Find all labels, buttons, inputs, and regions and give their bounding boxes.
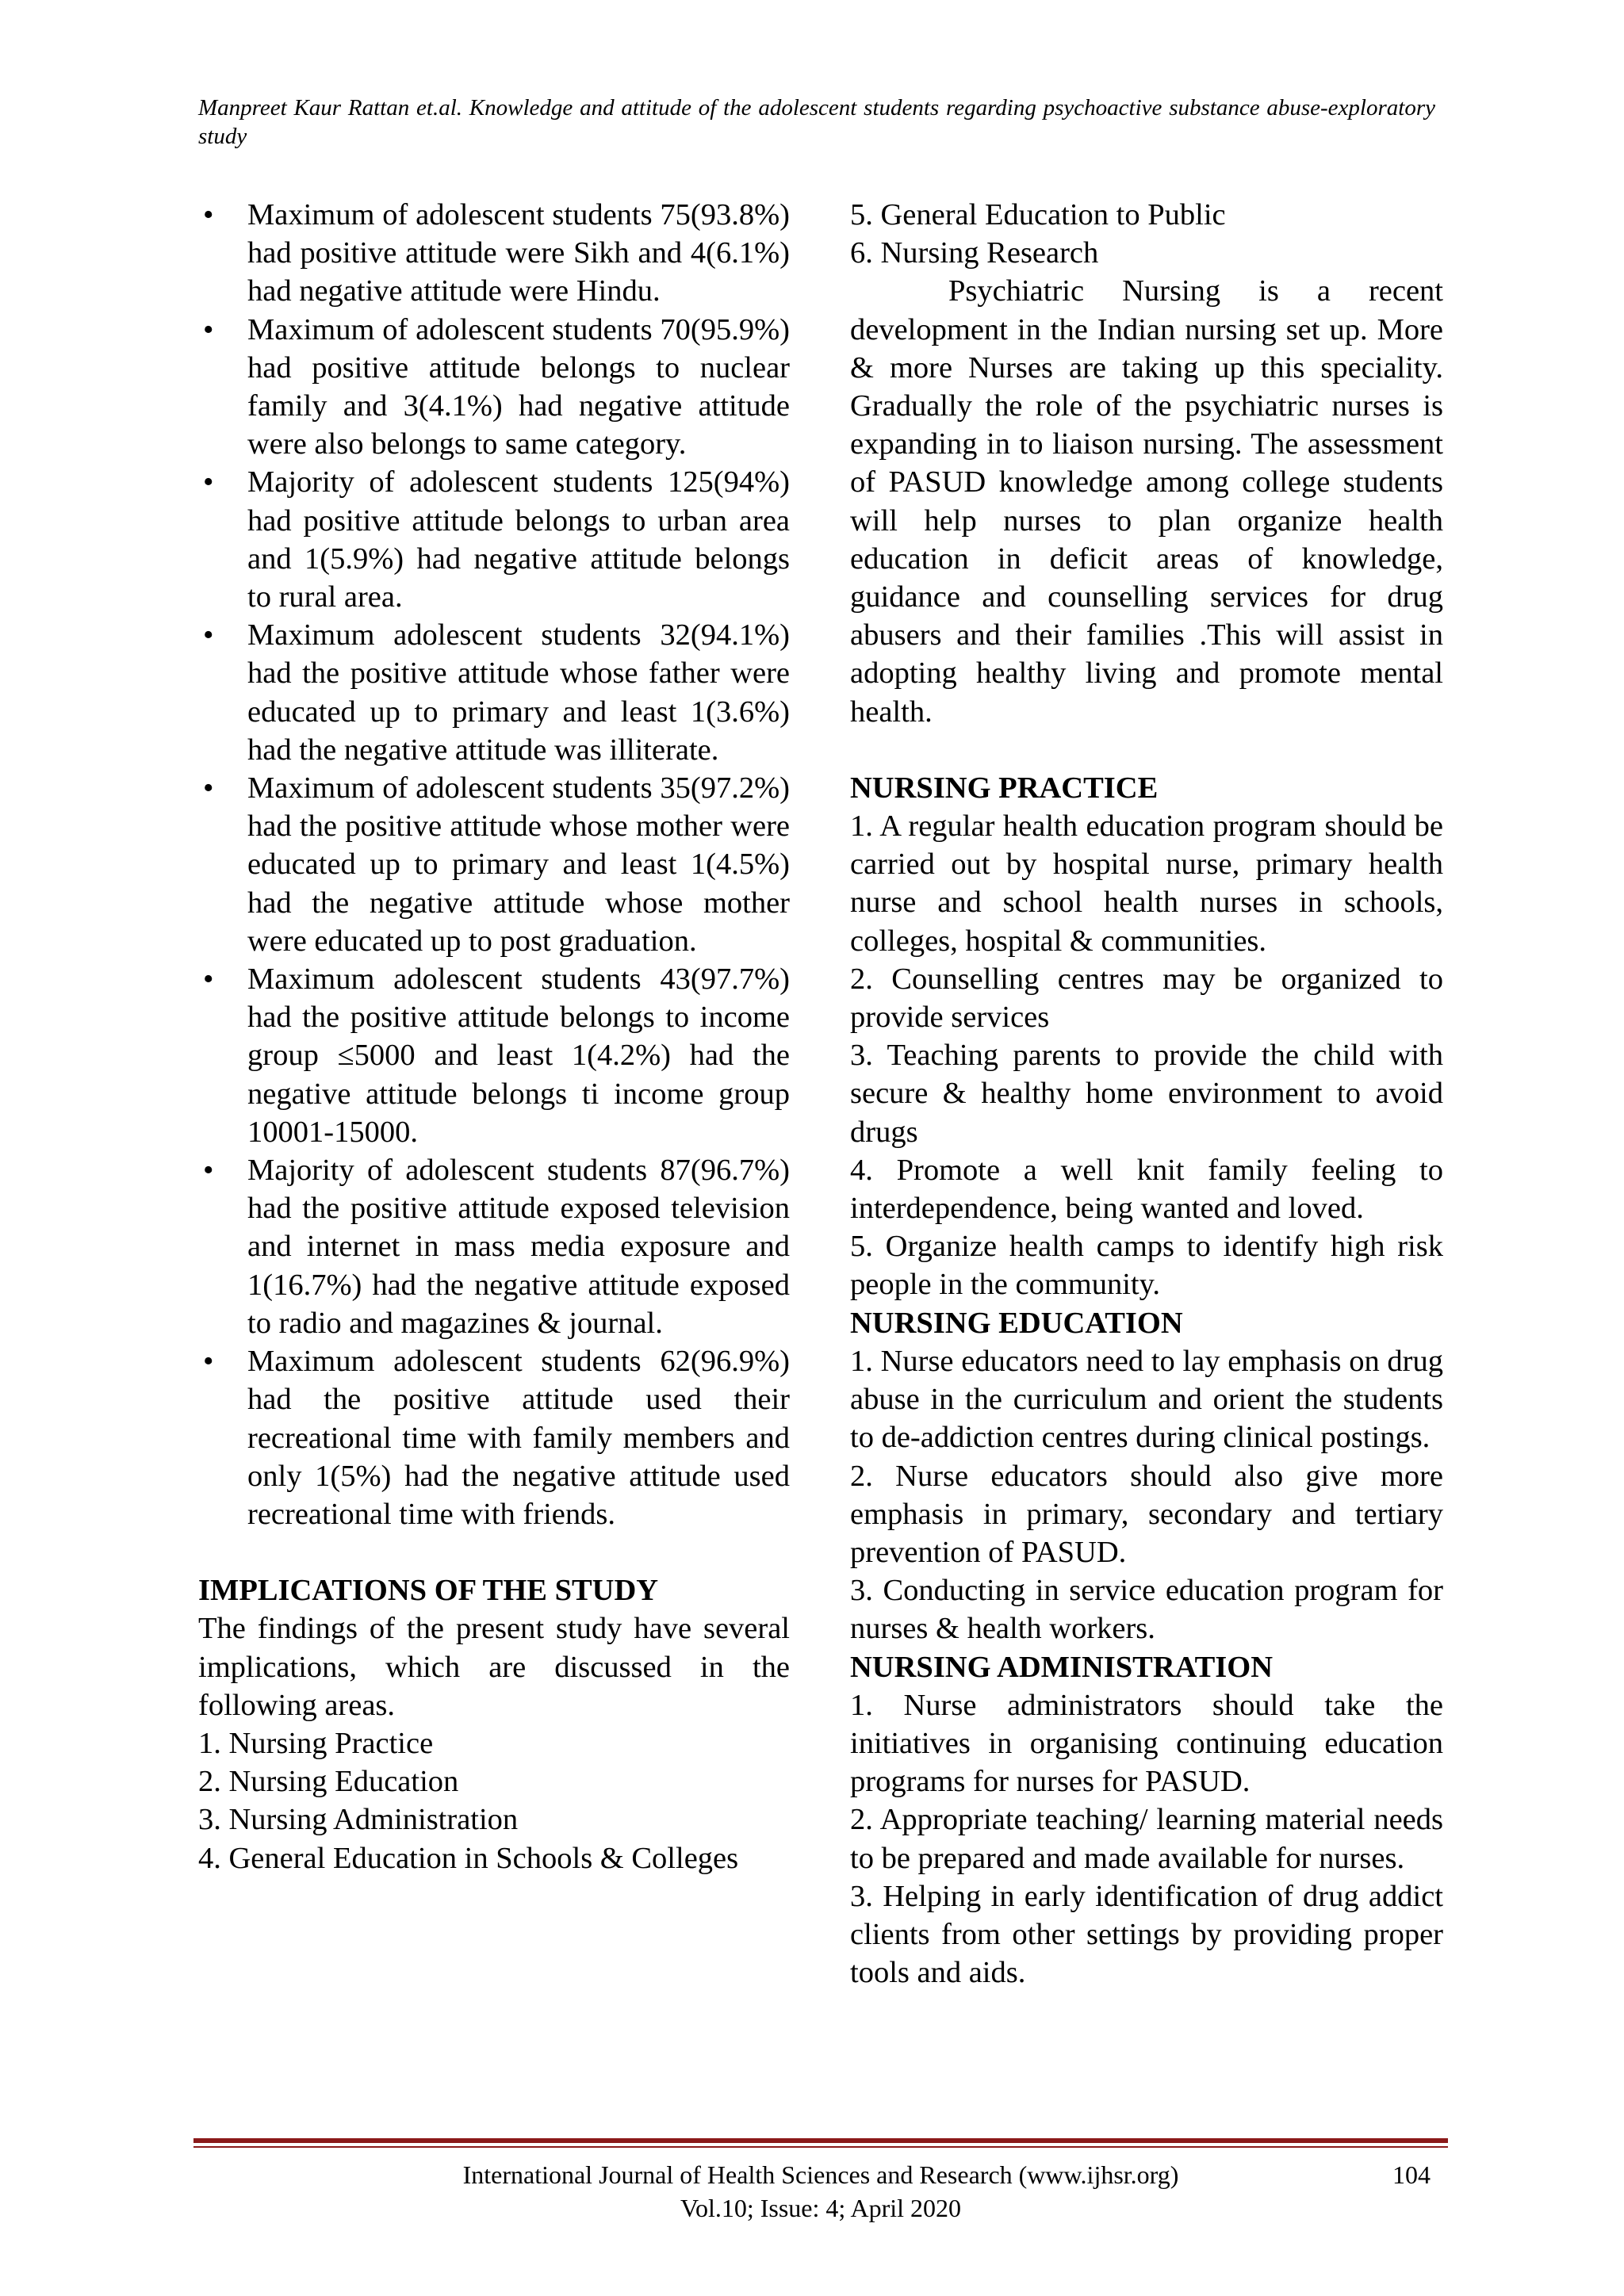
bullet-icon: • [203,198,214,232]
administration-item: 3. Helping in early identification of drug addict clients from other settings by providing proper tools and aids. [850,1879,1443,1990]
finding-bullet: • Maximum adolescent students 62(96.9%) had the positive attitude used their recreational time with family members and only 1(5%) had the negative attitude used recreational time with friends. [198,1342,790,1533]
finding-bullet: • Maximum adolescent students 43(97.7%) had the positive attitude belongs to income group ≤5000 and least 1(4.2%) had the negative attitude belongs ti income group 10001-15000. [198,960,790,1151]
bullet-icon: • [203,1154,214,1188]
education-item: 1. Nurse educators need to lay emphasis on drug abuse in the curriculum and orient the students to de-addiction centres during clinical postings. [850,1344,1443,1455]
footer-divider-thin [193,2146,1448,2148]
bullet-icon: • [203,771,214,806]
findings-bullet-list [198,196,790,1533]
administration-item: 1. Nurse administrators should take the initiatives in organising continuing education programs for nurses for PASUD. [850,1688,1443,1799]
practice-item: 3. Teaching parents to provide the child with secure & healthy home environment to avoid drugs [850,1039,1443,1149]
finding-bullet: • Majority of adolescent students 87(96.7%) had the positive attitude exposed television and internet in mass media exposure and 1(16.7%) had the negative attitude exposed to radio and magazines & journal. [198,1151,790,1342]
practice-item: 2. Counselling centres may be organized to provide services [850,962,1443,1035]
finding-bullet: • Maximum adolescent students 32(94.1%) had the positive attitude whose father were educated up to primary and least 1(3.6%) had the negative attitude was illiterate. [198,616,790,769]
finding-bullet: • Maximum of adolescent students 35(97.2%) had the positive attitude whose mother were educated up to primary and least 1(4.5%) had the negative attitude whose mother were educated up to post graduation. [198,769,790,960]
journal-name: International Journal of Health Sciences and Research (www.ijhsr.org) [462,2160,1179,2189]
nursing-practice-heading: NURSING PRACTICE [850,771,1159,805]
left-column [198,196,790,1877]
implications-list-item: 6. Nursing Research [850,236,1099,270]
nursing-administration-heading: NURSING ADMINISTRATION [850,1650,1274,1684]
bullet-icon: • [203,465,214,499]
nursing-education-heading: NURSING EDUCATION [850,1306,1183,1340]
implications-intro: The findings of the present study have several implications, which are discussed in the following areas. [198,1612,790,1722]
issue-info: Vol.10; Issue: 4; April 2020 [680,2194,962,2222]
education-item: 2. Nurse educators should also give more emphasis in primary, secondary and tertiary prevention of PASUD. [850,1459,1443,1569]
psychiatric-nursing-paragraph: Psychiatric Nursing is a recent development in the Indian nursing set up. More & more Nurses are taking up this speciality. Gradually the role of the psychiatric nurses is expanding in to liaison nursing. The assessment of PASUD knowledge among college students will help nurses to plan organize health education in deficit areas of knowledge, guidance and counselling services for drug abusers and their families .This will assist in adopting healthy living and promote mental health. [850,274,1443,729]
practice-item: 4. Promote a well knit family feeling to interdependence, being wanted and loved. [850,1153,1443,1226]
implications-list-item: 5. General Education to Public [850,198,1226,232]
bullet-icon: • [203,1345,214,1379]
bullet-icon: • [203,962,214,997]
finding-bullet: • Maximum of adolescent students 70(95.9%) had positive attitude belongs to nuclear family and 3(4.1%) had negative attitude were also belongs to same category. [198,311,790,464]
footer-divider [193,2138,1448,2143]
page-footer [198,2158,1443,2225]
practice-item: 1. A regular health education program should be carried out by hospital nurse, primary health nurse and school health nurses in schools, colleges, hospital & communities. [850,809,1443,958]
finding-bullet: • Maximum of adolescent students 75(93.8%) had positive attitude were Sikh and 4(6.1%) had negative attitude were Hindu. [198,196,790,311]
administration-item: 2. Appropriate teaching/ learning material needs to be prepared and made available for nurses. [850,1803,1443,1875]
implications-heading: IMPLICATIONS OF THE STUDY [198,1574,659,1608]
bullet-icon: • [203,618,214,652]
implications-list-item: 1. Nursing Practice [198,1726,434,1760]
implications-list-item: 3. Nursing Administration [198,1803,519,1837]
implications-list-item: 2. Nursing Education [198,1765,459,1799]
right-column [850,196,1443,1992]
running-header: Manpreet Kaur Rattan et.al. Knowledge and attitude of the adolescent students regarding psychoactive substance abuse-exploratory study [198,95,1435,149]
page-number: 104 [1392,2160,1431,2189]
finding-bullet: • Majority of adolescent students 125(94%) had positive attitude belongs to urban area and 1(5.9%) had negative attitude belongs to rural area. [198,463,790,616]
practice-item: 5. Organize health camps to identify high risk people in the community. [850,1230,1443,1302]
bullet-icon: • [203,312,214,346]
education-item: 3. Conducting in service education program for nurses & health workers. [850,1574,1443,1646]
implications-list-item: 4. General Education in Schools & Colleges [198,1841,739,1875]
